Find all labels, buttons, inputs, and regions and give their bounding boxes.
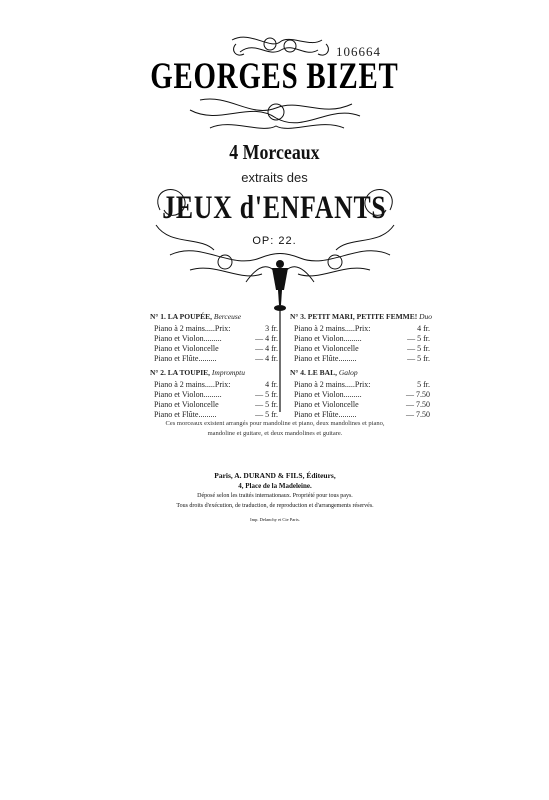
price-row: Piano à 2 mains.....Prix: 4 fr. <box>154 380 278 389</box>
price-row: Piano à 2 mains.....Prix: 5 fr. <box>294 380 430 389</box>
price-row: Piano à 2 mains.....Prix: 4 fr. <box>294 324 430 333</box>
piece-2 <box>150 368 278 420</box>
publisher-name: Paris, A. DURAND & FILS, Éditeurs, <box>214 471 336 480</box>
piece-heading: N° 3. PETIT MARI, PETITE FEMME! Duo <box>290 312 433 321</box>
pieces-right-column <box>290 312 433 424</box>
price-row: Piano et Violoncelle — 7.50 <box>294 400 430 409</box>
price-row: Piano et Flûte......... — 4 fr. <box>154 354 278 363</box>
arrangements-note <box>120 419 430 439</box>
piece-4 <box>290 368 430 420</box>
piece-1 <box>150 312 278 364</box>
note-line: mandoline et guitare, et deux mandolines et guitare. <box>207 430 343 437</box>
piece-heading: N° 2. LA TOUPIE, Impromptu <box>150 368 245 377</box>
piece-heading: N° 4. LE BAL, Galop <box>290 368 358 377</box>
price-row: Piano et Flûte......... — 5 fr. <box>154 410 278 419</box>
piece-heading: N° 1. LA POUPÉE, Berceuse <box>150 312 242 321</box>
note-line: Ces morceaux existent arrangés pour mandoline et piano, deux mandolines et piano, <box>165 420 385 427</box>
publisher-imprint <box>160 471 390 522</box>
price-row: Piano et Violoncelle — 5 fr. <box>154 400 278 409</box>
opus-number: OP: 22. <box>252 235 297 247</box>
price-row: Piano et Violon......... — 7.50 <box>294 390 430 399</box>
subtitle: 4 Morceaux <box>229 140 320 164</box>
rights-notice: Tous droits d'exécution, de traduction, de reproduction et d'arrangements réservés. <box>176 503 374 509</box>
price-row: Piano et Flûte......... — 5 fr. <box>294 354 430 363</box>
price-row: Piano et Violon......... — 5 fr. <box>294 334 430 343</box>
printer-credit: Imp. Delanchy et Cie Paris. <box>250 517 300 522</box>
price-row: Piano et Violon......... — 4 fr. <box>154 334 278 343</box>
price-row: Piano et Flûte......... — 7.50 <box>294 410 430 419</box>
legal-notice: Déposé selon les traités internationaux. Propriété pour tous pays. <box>197 493 353 499</box>
price-row: Piano et Violoncelle — 5 fr. <box>294 344 430 353</box>
price-row: Piano et Violoncelle — 4 fr. <box>154 344 278 353</box>
price-row: Piano et Violon......... — 5 fr. <box>154 390 278 399</box>
piece-3 <box>290 312 433 364</box>
extraits-text: extraits des <box>241 170 308 185</box>
composer-name: GEORGES BIZET <box>150 56 399 97</box>
publisher-address: 4, Place de la Madeleine. <box>238 482 312 490</box>
catalog-stamp: 106664 <box>336 44 381 59</box>
price-row: Piano à 2 mains.....Prix: 3 fr. <box>154 324 278 333</box>
work-title: JEUX d'ENFANTS <box>162 190 387 226</box>
pieces-left-column <box>150 312 278 424</box>
